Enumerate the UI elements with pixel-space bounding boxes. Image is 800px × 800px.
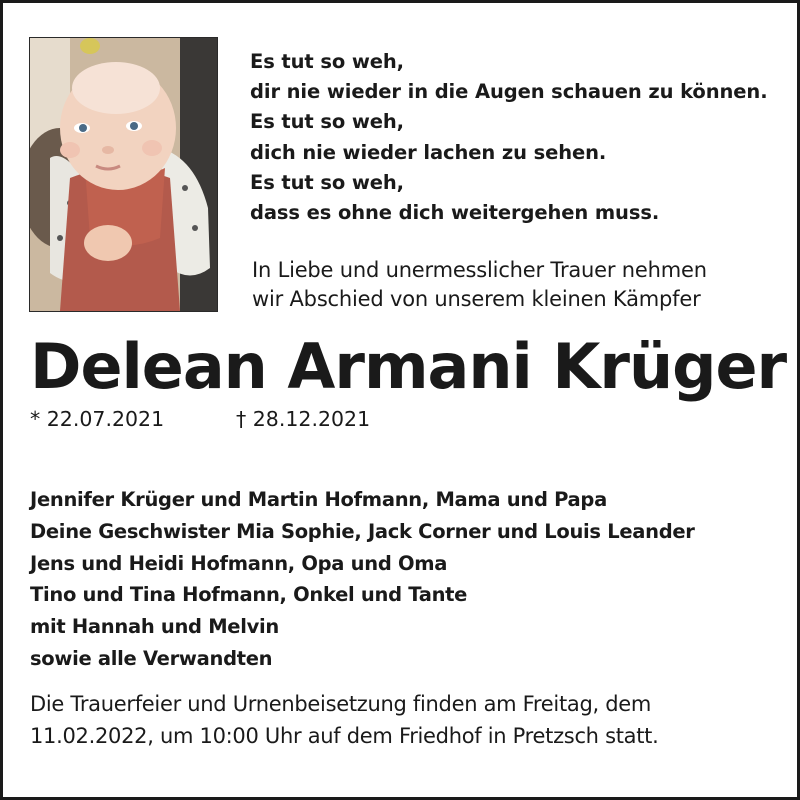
poem-line: dir nie wieder in die Augen schauen zu können.	[250, 80, 768, 104]
poem	[250, 47, 790, 228]
poem-line: Es tut so weh,	[250, 50, 404, 73]
mourner-line: sowie alle Verwandten	[30, 646, 273, 670]
mourner-line: Tino und Tina Hofmann, Onkel und Tante	[30, 583, 468, 607]
funeral-details	[30, 688, 790, 752]
farewell-intro	[252, 256, 792, 314]
funeral-line: 11.02.2022, um 10:00 Uhr auf dem Friedhof in Pretzsch statt.	[30, 724, 659, 748]
birth-date: * 22.07.2021	[30, 407, 165, 431]
poem-line: dass es ohne dich weitergehen muss.	[250, 201, 660, 225]
poem-line: Es tut so weh,	[250, 110, 404, 134]
deceased-name: Delean Armani Krüger	[30, 330, 787, 403]
death-date: † 28.12.2021	[236, 407, 371, 431]
funeral-line: Die Trauerfeier und Urnenbeisetzung finden am Freitag, dem	[30, 692, 652, 716]
poem-line: Es tut so weh,	[250, 170, 404, 194]
baby-photo	[29, 37, 218, 312]
poem-line: dich nie wieder lachen zu sehen.	[250, 140, 607, 164]
intro-line: wir Abschied von unserem kleinen Kämpfer	[252, 287, 701, 311]
intro-line: In Liebe und unermesslicher Trauer nehmen	[252, 258, 707, 282]
mourner-line: mit Hannah und Melvin	[30, 615, 279, 639]
mourner-line: Jennifer Krüger und Martin Hofmann, Mama und Papa	[30, 488, 607, 511]
mourner-line: Deine Geschwister Mia Sophie, Jack Corner und Louis Leander	[30, 519, 695, 543]
mourner-line: Jens und Heidi Hofmann, Opa und Oma	[30, 551, 448, 575]
mourners-list	[30, 484, 790, 675]
